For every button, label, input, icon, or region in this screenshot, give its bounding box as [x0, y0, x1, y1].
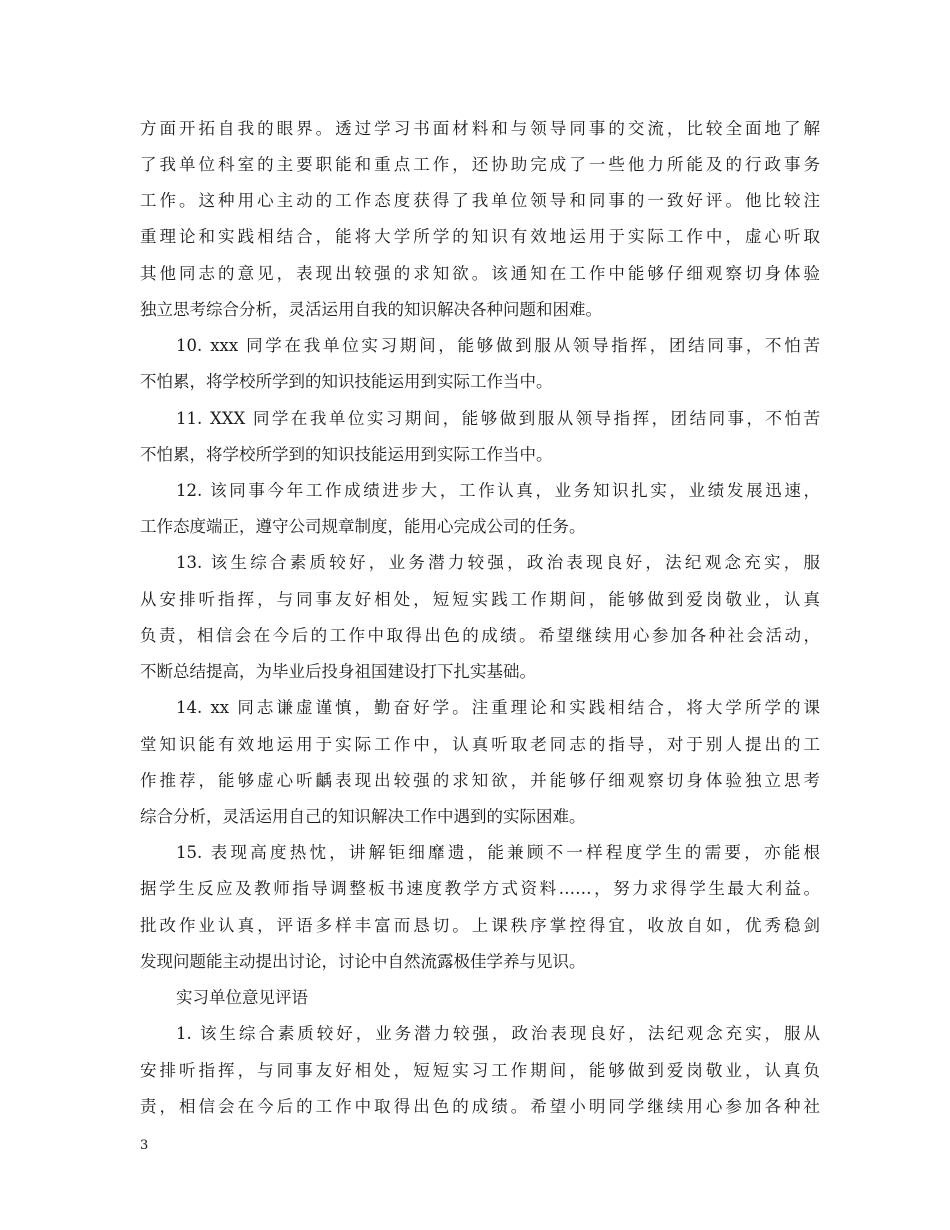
list-item-13-first-line: 13. 该生综合素质较好，业务潜力较强，政治表现良好，法纪观念充实，服	[176, 553, 820, 572]
body-line: 了我单位科室的主要职能和重点工作，还协助完成了一些他力所能及的行政事务	[140, 155, 820, 174]
section-heading: 实习单位意见评语	[176, 988, 308, 1007]
body-line: 据学生反应及教师指导调整板书速度教学方式资料……，努力求得学生最大利益。	[140, 879, 820, 898]
body-line: 堂知识能有效地运用于实际工作中，认真听取老同志的指导，对于别人提出的工	[140, 735, 820, 754]
list-item-10-first-line: 10. xxx 同学在我单位实习期间，能够做到服从领导指挥，团结同事，不怕苦	[176, 336, 820, 355]
list-item-14-first-line: 14. xx 同志谦虚谨慎，勤奋好学。注重理论和实践相结合，将大学所学的课	[176, 698, 820, 717]
list-item-15-first-line: 15. 表现高度热忱，讲解钜细靡遗，能兼顾不一样程度学生的需要，亦能根	[176, 843, 820, 862]
body-line: 负责，相信会在今后的工作中取得出色的成绩。希望继续用心参加各种社会活动，	[140, 626, 820, 645]
body-line: 不怕累，将学校所学到的知识技能运用到实际工作当中。	[140, 445, 553, 464]
page-number: 3	[140, 1138, 149, 1153]
body-line: 方面开拓自我的眼界。透过学习书面材料和与领导同事的交流，比较全面地了解	[140, 119, 820, 138]
body-line: 发现问题能主动提出讨论，讨论中自然流露极佳学养与见识。	[140, 952, 586, 971]
body-line: 其他同志的意见，表现出较强的求知欲。该通知在工作中能够仔细观察切身体验	[140, 264, 820, 283]
body-line: 不怕累，将学校所学到的知识技能运用到实际工作当中。	[140, 372, 553, 391]
body-line: 重理论和实践相结合，能将大学所学的知识有效地运用于实际工作中，虚心听取	[140, 227, 820, 246]
list-item-1-first-line: 1. 该生综合素质较好，业务潜力较强，政治表现良好，法纪观念充实，服从	[176, 1024, 820, 1043]
body-line: 独立思考综合分析，灵活运用自我的知识解决各种问题和困难。	[140, 300, 602, 319]
body-line: 安排听指挥，与同事友好相处，短短实习工作期间，能够做到爱岗敬业，认真负	[140, 1061, 820, 1080]
list-item-12-first-line: 12. 该同事今年工作成绩进步大，工作认真，业务知识扎实，业绩发展迅速，	[176, 481, 820, 500]
body-line: 不断总结提高，为毕业后投身祖国建设打下扎实基础。	[140, 662, 536, 681]
list-item-11-first-line: 11. XXX 同学在我单位实习期间，能够做到服从领导指挥，团结同事，不怕苦	[176, 409, 820, 428]
body-line: 从安排听指挥，与同事友好相处，短短实践工作期间，能够做到爱岗敬业，认真	[140, 590, 820, 609]
body-line: 工作态度端正，遵守公司规章制度，能用心完成公司的任务。	[140, 517, 586, 536]
body-line: 责，相信会在今后的工作中取得出色的成绩。希望小明同学继续用心参加各种社	[140, 1097, 820, 1116]
body-line: 批改作业认真，评语多样丰富而恳切。上课秩序掌控得宜，收放自如，优秀稳剑	[140, 916, 820, 935]
body-line: 综合分析，灵活运用自己的知识解决工作中遇到的实际困难。	[140, 807, 586, 826]
body-line: 工作。这种用心主动的工作态度获得了我单位领导和同事的一致好评。他比较注	[140, 191, 820, 210]
body-line: 作推荐，能够虚心听齲表现出较强的求知欲，并能够仔细观察切身体验独立思考	[140, 771, 820, 790]
